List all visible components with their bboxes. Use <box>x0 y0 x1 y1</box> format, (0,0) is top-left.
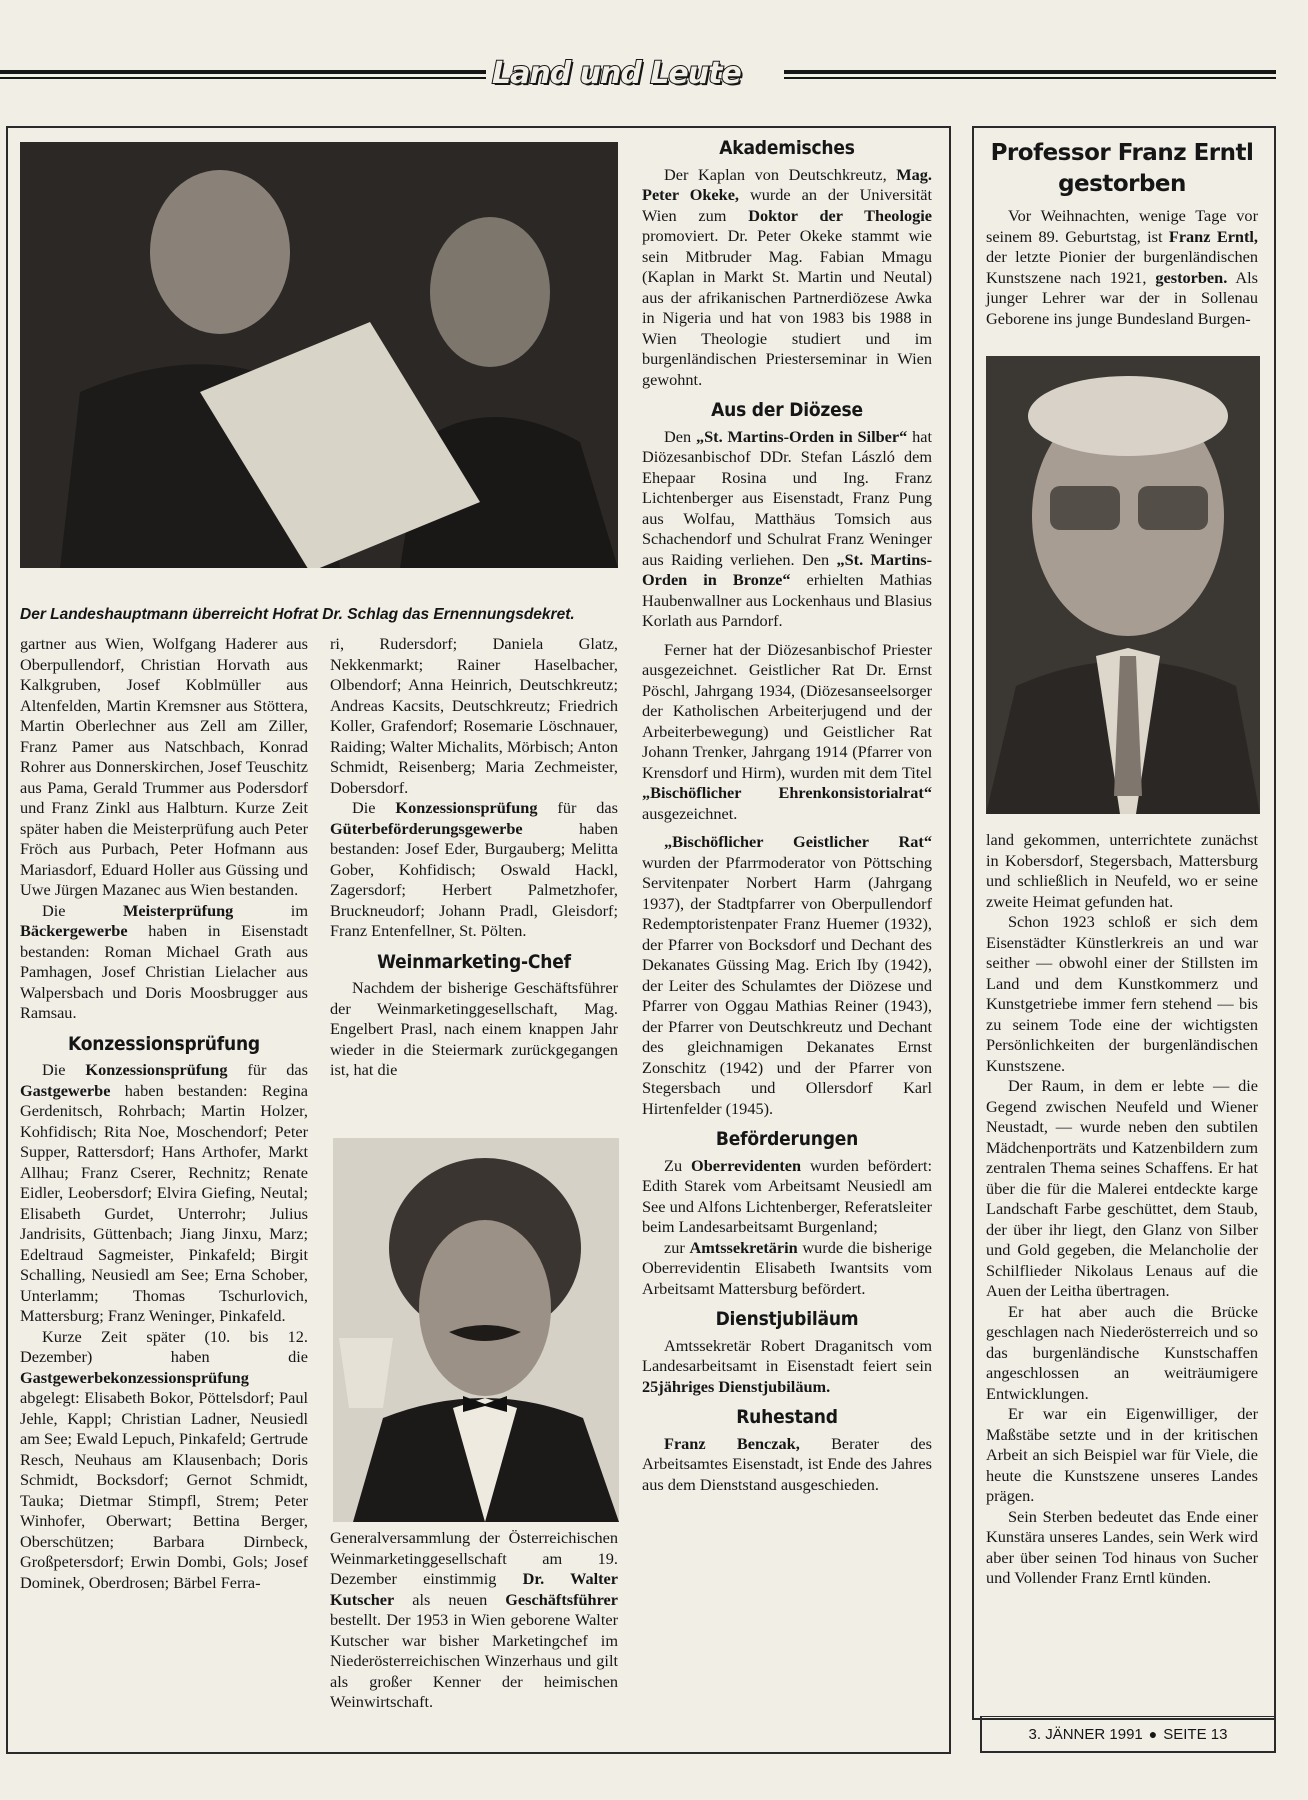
masthead-rule-right <box>784 70 1276 74</box>
col3-paragraph-1: Der Kaplan von Deutschkreutz, Mag. Peter Okeke, wurde an der Universität Wien zum Doktor der Theologie promoviert. Dr. Peter Okeke stammt wie sein Mitbruder Mag. Fabian Mmagu (Kaplan in Markt St. Martin und Neutal) aus der afrikanischen Partnerdiözese Awka in Nigeria und hat von 1983 bis 1988 in Wien Theologie studiert und im burgenländischen Priesterseminar in Wien gewohnt. <box>642 164 933 389</box>
col3-paragraph-2: Den „St. Martins-Orden in Silber“ hat Diözesanbischof DDr. Stefan László dem Ehepaar Rosina und Ing. Franz Lichtenberger aus Eisenstadt, Franz Pung aus Wolfau, Matthäus Tomsich aus Schachendorf und Schulrat Franz Weninger aus Raiding verliehen. Den „St. Martins-Orden in Bronze“ erhielten Mathias Haubenwallner aus Lockenhaus und Blasius Korlath aus Parndorf. <box>642 426 933 630</box>
col4-paragraph-6: Er war ein Eigenwilliger, der Maßstäbe setzte und in der kritischen Arbeit an sich Beispiel war für Viele, die heute die Kunstszene unseres Landes prägen. <box>986 1404 1258 1505</box>
col3-paragraph-3: Ferner hat der Diözesanbischof Priester ausgezeichnet. Geistlicher Rat Dr. Ernst Pöschl, Jahrgang 1934, (Diözesanseelsorger der Katholischen Arbeiterjugend und der Arbeiterbewegung) und Geistlicher Rat Johann Trenker, Jahrgang 1914 (Pfarrer von Krensdorf und Hirm), wurden mit dem Titel „Bischöflicher Ehrenkonsistorialrat“ ausgezeichnet. <box>642 639 932 823</box>
col1-paragraph-1: gartner aus Wien, Wolfgang Haderer aus Oberpullendorf, Christian Horvath aus Kalkgruben, Josef Koblmüller aus Altenfelden, Martin Kremsner aus Stöttera, Martin Oberlechner aus Zell am Ziller, Franz Pamer aus Natschbach, Konrad Rohrer aus Donnerskirchen, Josef Teuschitz aus Pama, Gerald Trummer aus Podersdorf und Franz Zinkl aus Halbturn. Kurze Zeit später haben die Meisterprüfung auch Peter Fröch aus Purbach, Peter Hofmann aus Mariasdorf, Eduard Holler aus Güssing und Uwe Jürgen Mazanec aus Wien bestanden. <box>20 634 308 899</box>
masthead-rule-left-thin <box>0 77 486 79</box>
column-1 <box>20 634 308 1593</box>
masthead-rule-left <box>0 70 486 74</box>
col2-paragraph-3: Nachdem der bisherige Geschäftsführer der Weinmarketinggesellschaft, Mag. Engelbert Prasl, nach einem knappen Jahr wieder in die Steiermark zurückgegangen ist, hat die <box>330 978 618 1079</box>
photo-walter-kutscher <box>333 1138 619 1522</box>
column-3 <box>642 136 932 1495</box>
footer-separator: ● <box>1148 1726 1158 1742</box>
col1-paragraph-3: Die Konzessionsprüfung für das Gastgewerbe haben bestanden: Regina Gerdenitsch, Rohrbach; Martin Holzer, Kohfidisch; Rita Noe, Moschendorf; Peter Supper, Rattersdorf; Hans Arthofer, Markt Allhau; Franz Cserer, Rechnitz; Renate Eidler, Leobersdorf; Elvira Giefing, Neutal; Elisabeth Gurdet, Unterrohr; Julius Jandrisits, Güttenbach; Jiang Jinxu, Marz; Edeltraud Sagmeister, Pinkafeld; Birgit Schalling, Neusiedl am See; Erna Schober, Unterlamm; Thomas Tschurlovich, Mattersburg; Franz Weninger, Pinkafeld. <box>20 1060 308 1325</box>
heading-befoerderungen: Beförderungen <box>715 1128 859 1150</box>
col2-paragraph-4: Generalversammlung der Österreichischen Weinmarketinggesellschaft am 19. Dezember einstimmig Dr. Walter Kutscher als neuen Geschäftsführer bestellt. Der 1953 in Wien geborene Walter Kutscher war bisher Marketingchef im Niederösterreichischen Winzerhaus und gilt als großer Kenner der heimischen Weinwirtschaft. <box>330 1528 618 1711</box>
heading-aus-der-dioezese: Aus der Diözese <box>711 399 863 421</box>
col4-paragraph-3: Schon 1923 schloß er sich dem Eisenstädter Künstlerkreis an und war seither — obwohl einer der Stillsten im Land und dem Kunstkommerz und Kunstgetriebe immer fern stehend — bis zu seinem Tode eine der wichtigsten Persönlichkeiten der burgenländischen Kunstszene. <box>986 912 1258 1075</box>
obituary-headline: Professor Franz Erntl gestorben <box>990 140 1254 197</box>
col3-paragraph-6: zur Amtssekretärin wurde die bisherige Oberrevidentin Elisabeth Iwantsits vom Arbeitsamt Mattersburg befördert. <box>642 1237 932 1298</box>
heading-weinmarketing-chef: Weinmarketing-Chef <box>377 950 571 973</box>
col4-paragraph-4: Der Raum, in dem er lebte — die Gegend zwischen Neufeld und Wiener Neustadt, — wurde neben den subtilen Mädchenporträts und Katzenbildern zum zentralen Thema seines Schaffens. Er hat über die für die Malerei entdeckte karge Landschaft Farbe geschüttet, dem Staub, der über ihr liegt, den Glanz von Silber und Gold gegeben, die Melancholie der Schilflieder Nikolaus Lenaus auf die Auen der Leitha übertragen. <box>986 1076 1258 1300</box>
photo-decree-handover <box>20 142 618 568</box>
page-footer <box>980 1716 1276 1753</box>
col3-paragraph-7: Amtssekretär Robert Draganitsch vom Landesarbeitsamt in Eisenstadt feiert sein 25jähriges Dienstjubiläum. <box>642 1335 932 1396</box>
footer-date: 3. JÄNNER 1991 <box>1028 1725 1143 1743</box>
col1-paragraph-2: Die Meisterprüfung im Bäckergewerbe haben in Eisenstadt bestanden: Roman Michael Grath aus Pamhagen, Josef Christian Lielacher aus Walpersbach und Doris Moosbrugger aus Ramsau. <box>20 900 308 1022</box>
heading-konzessionspruefung: Konzessionsprüfung <box>68 1032 260 1055</box>
col4-paragraph-2: land gekommen, unterrichtete zunächst in Kobersdorf, Stegersbach, Mattersburg und schließlich in Neufeld, wo er seine zweite Heimat gefunden hat. <box>986 830 1258 911</box>
col3-paragraph-4: „Bischöflicher Geistlicher Rat“ wurden der Pfarrmoderator von Pöttsching Servitenpater Norbert Harm (Jahrgang 1937), der Stadtpfarrer von Oberpullendorf Redemptoristenpater Franz Huemer (1932), der Pfarrer von Bocksdorf und Dechant des Dekanates Güssing Mag. Erich Iby (1942), der Leiter des Schulamtes der Diözese und Pfarrer von Oggau Mathias Reiner (1943), der Pfarrer von Deutschkreutz und Dechant des gleichnamigen Dekanates Ernst Zonschitz (1942) und der Pfarrer von Stegersbach und Ollersdorf Karl Hirtenfelder (1945). <box>642 832 932 1118</box>
column-2 <box>330 634 618 1081</box>
photo-decree-caption: Der Landeshauptmann überreicht Hofrat Dr. Schlag das Ernennungsdekret. <box>20 606 575 623</box>
column-4 <box>986 134 1258 329</box>
heading-dienstjubilaeum: Dienstjubiläum <box>715 1308 859 1330</box>
col2-paragraph-1: ri, Rudersdorf; Daniela Glatz, Nekkenmarkt; Rainer Haselbacher, Olbendorf; Anna Heinrich, Deutschkreutz; Andreas Kacsits, Deutschkreutz; Friedrich Koller, Grafendorf; Rosemarie Löschnauer, Raiding; Walter Michalits, Mörbisch; Anton Schmidt, Reisenberg; Maria Zechmeister, Dobersdorf. <box>330 634 618 797</box>
col2-paragraph-2: Die Konzessionsprüfung für das Güterbeförderungsgewerbe haben bestanden: Josef Eder, Burgauberg; Melitta Gober, Kohfidisch; Oswald Hackl, Zagersdorf; Herbert Palmetzhofer, Bruckneudorf; Johann Pradl, Gleisdorf; Franz Entenfellner, St. Pölten. <box>330 798 618 940</box>
footer-page-number: SEITE 13 <box>1163 1725 1228 1743</box>
masthead-logo: Land und Leute <box>492 56 741 91</box>
col3-paragraph-8: Franz Benczak, Berater des Arbeitsamtes Eisenstadt, ist Ende des Jahres aus dem Dienststand ausgeschieden. <box>642 1433 932 1494</box>
photo-franz-erntl <box>986 356 1260 814</box>
masthead <box>0 56 1276 91</box>
column-4-bottom <box>986 830 1258 1589</box>
col4-paragraph-1: Vor Weihnachten, wenige Tage vor seinem 89. Geburtstag, ist Franz Erntl, der letzte Pionier der burgenländischen Kunstszene nach 1921, gestorben. Als junger Lehrer war der in Sollenau Geborene ins junge Bundesland Burgen- <box>986 206 1259 328</box>
col4-paragraph-5: Er hat aber auch die Brücke geschlagen nach Niederösterreich und so das burgenländische Kunstschaffen angeschlossen an weiträumigere Entwicklungen. <box>986 1301 1258 1403</box>
heading-akademisches: Akademisches <box>719 137 855 159</box>
heading-ruhestand: Ruhestand <box>736 1406 838 1428</box>
col1-paragraph-4: Kurze Zeit später (10. bis 12. Dezember) haben die Gastgewerbekonzessionsprüfung abgelegt: Elisabeth Bokor, Pöttelsdorf; Paul Jehle, Kappl; Christian Ladner, Neusiedl am See; Ewald Lepuch, Pinkafeld; Gertrude Resch, Neuhaus am Klausenbach; Doris Schmidt, Bocksdorf; Gernot Schmidt, Tauka; Dietmar Stimpfl, Strem; Peter Winhofer, Oberwart; Bettina Berger, Oberschützen; Barbara Dirnbeck, Großpetersdorf; Erwin Dombi, Gols; Josef Dominek, Oberdrosen; Bärbel Ferra- <box>20 1326 308 1592</box>
masthead-rule-right-thin <box>784 77 1276 79</box>
column-2-bottom <box>330 1528 618 1713</box>
col4-paragraph-7: Sein Sterben bedeutet das Ende einer Kunstära unseres Landes, sein Werk wird aber über seinen Tod hinaus von Sucher und Vollender Franz Erntl künden. <box>986 1506 1258 1587</box>
col3-paragraph-5: Zu Oberrevidenten wurden befördert: Edith Starek vom Arbeitsamt Neusiedl am See und Alfons Lichtenberger, Referatsleiter beim Landesarbeitsamt Burgenland; <box>642 1155 933 1236</box>
